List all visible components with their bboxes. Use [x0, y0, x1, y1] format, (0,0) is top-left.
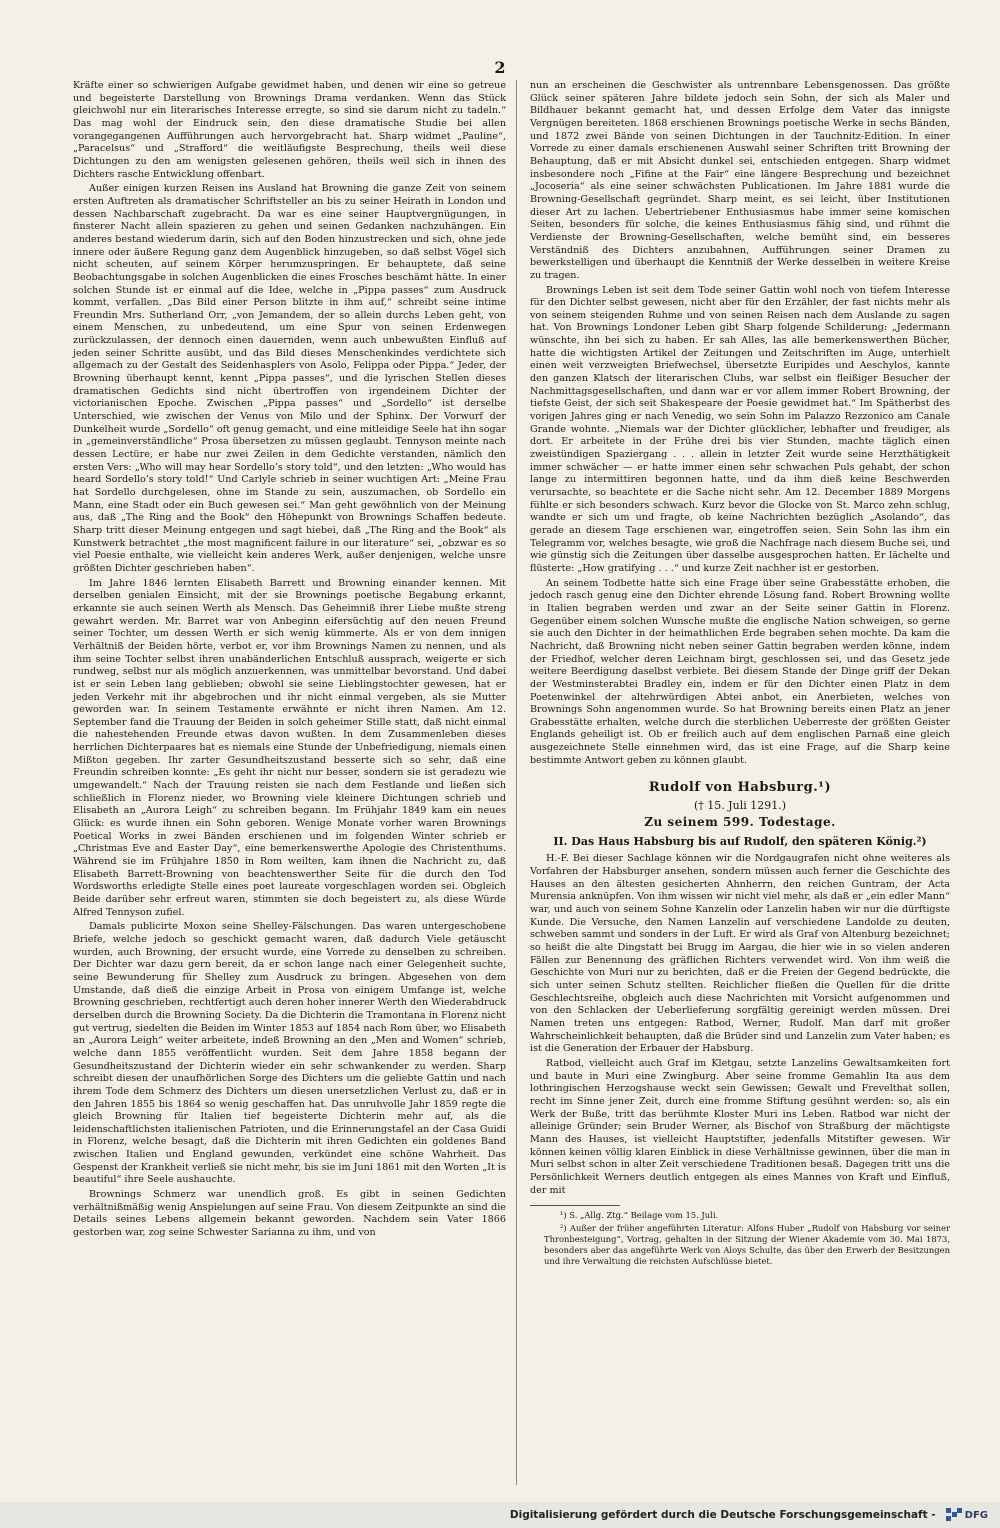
paragraph: Im Jahre 1846 lernten Elisabeth Barrett und Browning einander kennen. Mit derselben genialen Einsicht, mit der sie Brownings poetische Begabung erkannt, erkannte sie auch seinen Werth als Mensch. Das Geheimniß ihrer Liebe mußte streng gewahrt werden. Mr. Barret war von Anbeginn eifersüchtig auf den neuen Freund seiner Tochter, um dessen Werth er sich wenig kümmerte. Als er von dem innigen Verhältniß der Beiden hörte, verbot er, vor ihm Brownings Namen zu nennen, und als ihm seine Tochter selbst ihren unabänderlichen Entschluß aussprach, weigerte er sich rundweg, selbst nur als möglich anzuerkennen, was unmittelbar bevorstand. Und dabei ist er sein Leben lang geblieben; obwohl sie seine Lieblingstochter gewesen, hat er jeden Verkehr mit ihr abgebrochen und ihr nicht einmal vergeben, als sie Mutter geworden war. In seinem Testamente erwähnte er nicht ihren Namen. Am 12. September fand die Trauung der Beiden in solch geheimer Stille statt, daß nicht einmal die nahestehenden Freunde etwas davon wußten. In dem Zusammenleben dieses herrlichen Dichterpaares hat es niemals eine Stunde der Unbefriedigung, niemals einen Mißton gegeben. Ihr zarter Gesundheitszustand besserte sich so sehr, daß eine Freundin schreiben konnte: „Es geht ihr nicht nur besser, sondern sie ist geradezu wie umgewandelt.“ Nach der Trauung reisten sie nach dem Festlande und ließen sich schließlich in Florenz nieder, wo Browning viele kleinere Dichtungen schrieb und Elisabeth an „Aurora Leigh“ zu schreiben begann. Im Frühjahr 1849 kam ein neues Glück: es wurde ihnen ein Sohn geboren. Wenige Monate vorher waren Brownings Poetical Works in zwei Bänden erschienen und im folgenden Winter schrieb er „Christmas Eve and Easter Day“, eine bemerkenswerthe Apologie des Christenthums. Während sie im Frühjahre 1850 in Rom weilten, kam ihnen die Nachricht zu, daß Elisabeth Barrett-Browning von beachtenswerther Seite für die durch den Tod Wordsworths erledigte Stelle eines poet laureate vorgeschlagen worden sei. Obgleich Beide darüber sehr erfreut waren, stimmten sie doch begeistert zu, als diese Würde Alfred Tennyson zufiel.	[73, 577, 506, 918]
paragraph: Brownings Schmerz war unendlich groß. Es gibt in seinen Gedichten verhältnißmäßig wenig Anspielungen auf seine Frau. Von diesem Zeitpunkte an sind die Details seines Lebens allgemein bekannt geworden. Nachdem sein Vater 1866 gestorben war, zog seine Schwester Sarianna zu ihm, und von	[73, 1189, 506, 1239]
paragraph: Damals publicirte Moxon seine Shelley-Fälschungen. Das waren untergeschobene Briefe, welche jedoch so geschickt gemacht waren, daß dadurch Viele getäuscht wurden, auch Browning, der ersucht wurde, eine Vorrede zu denselben zu schreiben. Der Dichter war dazu gern bereit, da er schon lange nach einer Gelegenheit suchte, seine Bewunderung für Shelley zum Ausdruck zu bringen. Abgesehen von dem Umstande, daß dieß die einzige Arbeit in Prosa von einigem Umfange ist, welche Browning geschrieben, rechtfertigt auch deren hoher innerer Werth den Wiederabdruck derselben durch die Browning Society. Da die Dichterin die Tramontana in Florenz nicht gut vertrug, siedelten die Beiden im Winter 1853 auf 1854 nach Rom über, wo Elisabeth an „Aurora Leigh“ weiter arbeitete, indeß Browning an den „Men and Women“ schrieb, welche dann 1855 veröffentlicht wurden. Seit dem Jahre 1858 begann der Gesundheitszustand der Dichterin wieder ein sehr schwankender zu werden. Sharp schreibt diesen der unaufhörlichen Sorge des Dichters um die geliebte Gattin und nach ihrem Tode dem Schmerz des Dichters um diesen unersetzlichen Verlust zu, daß er in den Jahren 1855 bis 1864 so wenig geschaffen hat. Das unruhvolle Jahr 1859 regte die gleich Browning für Italien tief begeisterte Dichterin mehr auf, als die leidenschaftlichsten italienischen Patrioten, und die Erinnerungstafel an der Casa Guidi in Florenz, welche besagt, daß die Dichterin mit ihren Gedichten ein goldenes Band zwischen Italien und England gewunden, verkündet eine schöne Wahrheit. Das Gespenst der Krankheit verließ sie nicht mehr, bis sie im Juni 1861 mit den Worten „It is beautiful“ ihre Seele aushauchte.	[73, 921, 506, 1186]
digitization-footer	[0, 1502, 1000, 1528]
right-column	[530, 80, 950, 1269]
article-title: Rudolf von Habsburg.¹)	[648, 780, 832, 796]
paragraph: Brownings Leben ist seit dem Tode seiner Gattin wohl noch von tiefem Interesse für den Dichter selbst gewesen, nicht aber für den Erzähler, der fast nichts mehr als von seinem steigenden Ruhme und von seinen Reisen nach dem Auslande zu sagen hat. Von Brownings Londoner Leben gibt Sharp folgende Schilderung: „Jedermann wünschte, ihn bei sich zu haben. Er sah Alles, las alle bemerkenswerthen Bücher, hatte die wichtigsten Artikel der Zeitungen und Zeitschriften im Auge, unterhielt einen weit verzweigten Briefwechsel, übersetzte Euripides und Aeschylos, kannte den ganzen Klatsch der literarischen Clubs, war selbst ein fleißiger Besucher der Nachmittagsgesellschaften, und dann war er vor allem immer Robert Browning, der tiefste Geist, der sich seit Shakespeare der Poesie gewidmet hat.“ Im Spätherbst des vorigen Jahres ging er nach Venedig, wo sein Sohn im Palazzo Rezzonico am Canale Grande wohnte. „Niemals war der Dichter glücklicher, lebhafter und freudiger, als dort. Er arbeitete in der Frühe drei bis vier Stunden, machte täglich einen zweistündigen Spaziergang . . . allein in letzter Zeit wurde seine Herzthätigkeit immer schwächer — er hatte immer einen sehr schwachen Puls gehabt, der schon lange zu intermittiren begonnen hatte, und da ihm dieß keine Beschwerden verursachte, so beachtete er die Sache nicht sehr. Am 12. December 1889 Morgens fühlte er sich besonders schwach. Kurz bevor die Glocke von St. Marco zehn schlug, wandte er sich um und fragte, ob keine Nachrichten bezüglich „Asolando“, das gerade an diesem Tage erschienen war, eingetroffen seien. Sein Sohn las ihm ein Telegramm vor, welches besagte, wie groß die Nachfrage nach diesem Buche sei, und wie günstig sich die Zeitungen über dasselbe ausgesprochen hatten. Er lächelte und flüsterte: „How gratifying . . .“ und kurze Zeit nachher ist er gestorben.	[530, 284, 950, 574]
page-number: 2	[494, 58, 506, 77]
dfg-logo	[946, 1508, 988, 1522]
footnote: ²) Außer der früher angeführten Literatur: Alfons Huber „Rudolf von Habsburg vor seiner Thronbesteigung“, Vortrag, gehalten in der Sitzung der Wiener Akademie vom 30. Mai 1873, besonders aber das angeführte Werk von Aloys Schulte, das über den Erwerb der Besitzungen und ihre Verwaltung die reichsten Aufschlüsse bietet.	[544, 1223, 950, 1266]
article-date: († 15. Juli 1291.)	[693, 798, 787, 812]
article-header	[530, 779, 950, 849]
column-divider	[516, 80, 517, 1485]
dfg-logo-icon	[946, 1508, 962, 1522]
footnote: ¹) S. „Allg. Ztg.“ Beilage vom 15. Juli.	[560, 1210, 719, 1221]
article-paragraph: Ratbod, vielleicht auch Graf im Kletgau, setzte Lanzelins Gewaltsamkeiten fort und baute in Muri eine Zwingburg. Aber seine fromme Gemahlin Ita aus dem lothringischen Herzogshause weckt sein Gewissen; Gewalt und Frevelthat sollen, recht im Sinne jener Zeit, durch eine fromme Stiftung gesühnt werden: so, als ein Werk der Buße, tritt das berühmte Kloster Muri ins Leben. Ratbod war nicht der alleinige Gründer; sein Bruder Werner, als Bischof von Straßburg der mächtigste Mann des Hauses, ist vielleicht Hauptstifter, jedenfalls Mitstifter gewesen. Wir können keinen völlig klaren Einblick in diese Verhältnisse gewinnen, über die man in Muri selbst schon in alter Zeit verschiedene Traditionen besaß. Dagegen tritt uns die Persönlichkeit Werners deutlich entgegen als eines Mannes von Kraft und Einfluß, der mit	[530, 1057, 950, 1196]
article-subtitle: Zu seinem 599. Todestage.	[644, 815, 836, 830]
funding-credit: Digitalisierung gefördert durch die Deutsche Forschungsgemeinschaft -	[509, 1509, 936, 1521]
paragraph: An seinem Todbette hatte sich eine Frage über seine Grabesstätte erhoben, die jedoch rasch genug eine den Dichter ehrende Lösung fand. Robert Browning wollte in Italien begraben werden und zwar an der Seite seiner Gattin in Florenz. Gegenüber einem solchen Wunsche mußte die englische Nation schweigen, so gerne sie auch den Dichter in der heimathlichen Erde begraben sehen mochte. Da kam die Nachricht, daß Browning nicht neben seiner Gattin begraben werden könne, indem der Friedhof, welcher deren Leichnam birgt, geschlossen sei, und das Gesetz jede weitere Beerdigung daselbst verbiete. Bei diesem Stande der Dinge griff der Dekan der Westminsterabtei Bradley ein, indem er für den Dichter einen Platz in dem Poetenwinkel der altehrwürdigen Abtei anbot, ein Anerbieten, welches von Brownings Sohn angenommen wurde. So hat Browning bereits einen Platz an jener Grabesstätte erhalten, welche durch die sterblichen Ueberreste der größten Geister Englands geheiligt ist. Ob er freilich auch auf dem englischen Parnaß eine gleich ausgezeichnete Stelle einnehmen wird, das ist eine Frage, auf die Sharp keine bestimmte Antwort geben zu können glaubt.	[530, 577, 950, 766]
dfg-logo-text: DFG	[964, 1509, 988, 1521]
article-paragraph: H.-F. Bei dieser Sachlage können wir die Nordgaugrafen nicht ohne weiteres als Vorfahren der Habsburger ansehen, sondern müssen auch ferner die Geschichte des Hauses an den ältesten gesicherten Ahnherrn, den reichen Guntram, der Acta Murensia anknüpfen. Von ihm wissen wir nicht viel mehr, als daß er „ein edler Mann“ war, und auch von seinem Sohne Kanzelin oder Lanzelin haben wir nur die dürftigste Kunde. Die Versuche, den Namen Lanzelin auf verschiedene Landolde zu deuten, schweben sammt und sonders in der Luft. Er wird als Graf von Altenburg bezeichnet; so heißt die alte Dingstatt bei Brugg im Aargau, die hier wie in so vielen anderen Fällen zur Benennung des gräflichen Richters verwendet wird. Von ihm weiß die Geschichte von Muri nur zu berichten, daß er die Freien der Gegend bedrückte, die sich unter seinen Schutz stellten. Reichlicher fließen die Quellen für die dritte Geschlechtsreihe, obgleich auch diese Nachrichten mit Vorsicht aufgenommen und von den Schlacken der Ueberlieferung sorgfältig gereinigt werden müssen. Drei Namen treten uns entgegen: Ratbod, Werner, Rudolf. Man darf mit großer Wahrscheinlichkeit behaupten, daß die Brüder sind und Lanzelin zum Vater haben; es ist die Generation der Erbauer der Habsburg.	[530, 853, 950, 1055]
left-column	[73, 80, 506, 1242]
paragraph: Kräfte einer so schwierigen Aufgabe gewidmet haben, und denen wir eine so getreue und begeisterte Darstellung von Brownings Drama verdanken. Wenn das Stück gleichwohl nur ein literarisches Interesse erregte, so sind sie darum nicht zu tadeln.“ Das mag wohl der Eindruck sein, den diese dramatische Studie bei allen vorangegangenen Aufführungen auch hervorgebracht hat. Sharp widmet „Pauline“, „Paracelsus“ und „Strafford“ die weitläufigste Besprechung, theils weil diese Dichtungen zu den am wenigsten gelesenen gehören, theils weil sich in ihnen des Dichters rasche Entwicklung offenbart.	[73, 80, 506, 180]
paragraph: nun an erscheinen die Geschwister als untrennbare Lebensgenossen. Das größte Glück seiner späteren Jahre bildete jedoch sein Sohn, der sich als Maler und Bildhauer bekannt gemacht hat, und dessen Erfolge dem Vater das innigste Vergnügen bereiteten. 1868 erschienen Brownings poetische Werke in sechs Bänden, und 1872 zwei Bände von seinen Dichtungen in der Tauchnitz-Edition. In einer Vorrede zu einer damals erschienenen Auswahl seiner Schriften tritt Browning der Behauptung, daß er mit Absicht dunkel sei, entschieden entgegen. Sharp widmet insbesondere noch „Fifine at the Fair“ eine längere Besprechung und bezeichnet „Jocoseria“ als eine seiner schwächsten Publicationen. Im Jahre 1881 wurde die Browning-Gesellschaft gegründet. Sharp meint, es sei leicht, über Institutionen dieser Art zu lachen. Uebertriebener Enthusiasmus habe immer seine komischen Seiten, besonders für solche, die keines Enthusiasmus fähig sind, und rühmt die Verdienste der Browning-Gesellschaften, welche bemüht sind, ein besseres Verständniß des Dichters anzubahnen, Aufführungen seiner Dramen zu bewerkstelligen und überhaupt die Kenntniß der Werke desselben in weitere Kreise zu tragen.	[530, 80, 950, 281]
article-section-heading: II. Das Haus Habsburg bis auf Rudolf, den späteren König.²)	[553, 834, 927, 848]
paragraph: Außer einigen kurzen Reisen ins Ausland hat Browning die ganze Zeit von seinem ersten Auftreten als dramatischer Schriftsteller an bis zu seiner Heirath in London und dessen Nachbarschaft zugebracht. Da war es eine seiner Hauptvergnügungen, in finsterer Nacht allein spazieren zu gehen und seinen Gedanken nachzuhängen. Ein anderes bestand wiederum darin, sich auf den Boden hinzustrecken und sich, ohne jede innere oder äußere Regung ganz dem Augenblick hinzugeben, so daß selbst Vögel sich nicht scheuten, auf seinem Körper herumzuspringen. Er behauptete, daß seine Beobachtungsgabe in solchen Augenblicken die eines Frosches beschämt hätte. In einer solchen Stunde ist er einmal auf die Idee, welche in „Pippa passes“ zum Ausdruck kommt, verfallen. „Das Bild einer Person blitzte in ihm auf,“ schreibt seine intime Freundin Mrs. Sutherland Orr, „von Jemandem, der so allein durchs Leben geht, von einem Menschen, zu unbedeutend, um eine Spur von seinen Erdenwegen zurückzulassen, der dennoch einen dauernden, wenn auch unbewußten Einfluß auf jeden seiner Schritte ausübt, und das Bild dieses Menschenkindes verdichtete sich allgemach zu der Gestalt des Seidenhasplers von Asolo, Felippa oder Pippa.“ Jeder, der Browning überhaupt kennt, kennt „Pippa passes“, und die lyrischen Stellen dieses dramatischen Gedichts sind nicht übertroffen von irgendeinem Dichter der victorianischen Epoche. Zwischen „Pippa passes“ und „Sordello“ ist derselbe Unterschied, wie zwischen der Venus von Milo und der Sphinx. Der Vorwurf der Dunkelheit wurde „Sordello“ oft genug gemacht, und eine mitleidige Seele hat ihn sogar in „gemeinverständliche“ Prosa übersetzen zu müssen geglaubt. Tennyson meinte nach dessen Lectüre, er habe nur zwei Zeilen in dem Gedichte verstanden, nämlich den ersten Vers: „Who will may hear Sordello’s story told“, und den letzten: „Who would has heard Sordello’s story told!“ Und Carlyle schrieb in seiner wuchtigen Art: „Meine Frau hat Sordello durchgelesen, ohne im Stande zu sein, auszumachen, ob Sordello ein Mann, eine Stadt oder ein Buch gewesen sei.“ Man geht gewöhnlich von der Meinung aus, daß „The Ring and the Book“ den Höhepunkt von Brownings Schaffen bedeute. Sharp tritt dieser Meinung entgegen und sagt hiebei, daß „The Ring and the Book“ als Kunstwerk betrachtet „the most magnificent failure in our literature“ sei, „obzwar es so viel Poesie enthalte, wie vielleicht kein anderes Werk, außer denjenigen, welche unsre größten Dichter geschrieben haben“.	[73, 183, 506, 574]
footnote-divider	[530, 1205, 620, 1206]
